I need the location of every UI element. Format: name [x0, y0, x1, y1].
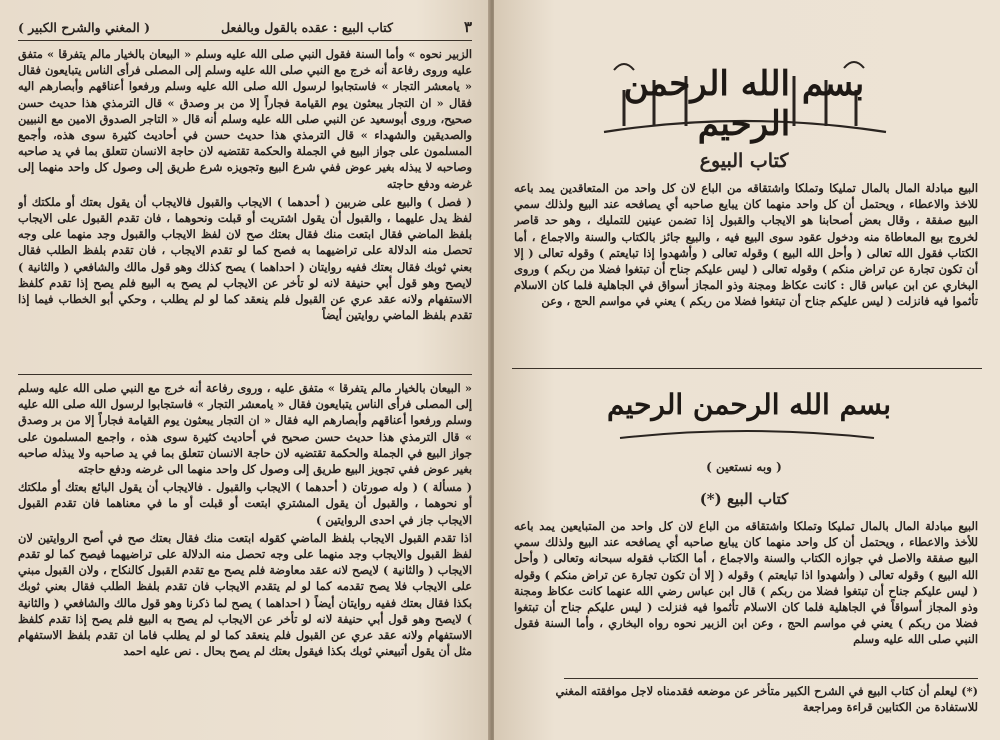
- running-header: [18, 16, 472, 38]
- main-text: [18, 380, 472, 730]
- main-paragraph: « البيعان بالخيار مالم يتفرقا » متفق عليه ، وروى رفاعة أنه خرج مع النبي صلى الله عليه وسلم إلى المصلى فرأى الناس يتبايعون فقال « يامعشر التجار » فاستجابوا لرسول الله صلى الله عليه وسلم ورفعوا أعناقهم وأبصارهم اليه فقال « ان التجار يبعثون يوم القيامة فجاراً إلا من بر وصدق » قال الترمذي هذا حديث حسن صحيح في أحاديث كثيرة سوى هذه ، واجمع المسلمون على جواز البيع في الجملة والحكمة تقتضيه لان حاجة الانسان تتعلق بما في يد صاحبه ولا يبذله صاحبه بغير عوض ففي تجويز البيع طريق إلى وصول كل واحد منهما الى غرضه ودفع حاجته: [18, 381, 472, 477]
- header-rule: [18, 40, 472, 41]
- section-divider: [18, 374, 472, 375]
- header-series-title: ( المغني والشرح الكبير ): [18, 19, 151, 35]
- page-number: ٣: [463, 18, 472, 36]
- top-commentary: [18, 46, 472, 368]
- mid-basmala: بسم الله الرحمن الرحيم: [607, 388, 891, 421]
- mid-subtitle: ( وبه نستعين ): [706, 460, 782, 474]
- top-text: البيع مبادلة المال بالمال تمليكا وتملكا واشتقاقه من الباع لان كل واحد من المتعاقدين يمد باعه للاخذ والاعطاء ، ويحتمل أن كل واحد منهما كان يبايع صاحبه أي يصافحه عند البيع ولذلك سمي البيع صفقة ، وقال بعض أصحابنا هو الايجاب والقبول إذا تضمن عينين للتمليك ، وهو حد قاصر لخروج بيع المعاطاة منه ودخول عقود سوى البيع فيه ، والبيع جائز بالكتاب والسنة والاجماع ، أما الكتاب فقول الله تعالى ( وأحل الله البيع ) وقوله تعالى ( وأشهدوا إذا تبايعتم ) وقوله تعالى ( إلا أن تكون تجارة عن تراض منكم ) وقوله تعالى ( ليس عليكم جناح أن تبتغوا فضلا من ربكم ) وروى البخاري عن ابن عباس قال : كانت عكاظ ومجنة وذو المجاز أسواق في الجاهلية فلما كان الاسلام تأثموا فيه فانزلت ( ليس عليكم جناح أن تبتغوا فضلا من ربكم ) يعني في مواسم الحج ، وعن: [514, 181, 978, 309]
- mid-chapter-title: كتاب البيع (*): [699, 490, 789, 508]
- footnote-rule: [564, 678, 978, 679]
- main-paragraph: ( مسألة ) ( وله صورتان ( أحدهما ) الايجاب والقبول . فالايجاب أن يقول البائع بعتك أو ملكتك أو نحوهما ، والقبول أن يقول المشتري ابتعت أو قبلت أو ما في معناهما فان تقدم القبول الايجاب جاز في احدى الروايتين ): [18, 480, 472, 527]
- top-chapter-title: كتاب البيوع: [699, 150, 789, 172]
- commentary-paragraph: الزبير نحوه » وأما السنة فقول النبي صلى الله عليه وسلم « البيعان بالخيار مالم يتفرقا » متفق عليه وروى رفاعة أنه خرج مع النبي صلى الله عليه وسلم إلى المصلى فرأى الناس يتبايعون فقال « يامعشر التجار » فاستجابوا لرسول الله صلى الله عليه وسلم ورفعوا أعناقهم وأبصارهم اليه فقال « ان التجار يبعثون يوم القيامة فجاراً إلا من بر وصدق » قال الترمذي هذا حديث حسن صحيح، وروى أبوسعيد عن النبي صلى الله عليه وسلم أنه قال « التاجر الصدوق الامين مع النبيين والصديقين والشهداء » قال الترمذي هذا حديث حسن في أحاديث كثيرة سوى هذه، وأجمع المسلمون على جواز البيع في الجملة والحكمة تقتضيه لان حاجة الانسان تتعلق بما في يد صاحبه وصاحبه لا يبذله بغير عوض ففي شرع البيع وتجويزه شرع طريق إلى وصول كل واحد منهما إلى غرضه ودفع حاجته: [18, 47, 472, 191]
- main-paragraph: اذا تقدم القبول الايجاب بلفظ الماضي كقوله ابتعت منك فقال بعتك صح في أصح الروايتين لان لفظ القبول والايجاب وجد منهما على وجه تحصل منه الدلالة على تراضيهما فيصح كما لو تقدم الايجاب ( والثانية ) لايصح لانه عقد معاوضة فلم يصح مع تقدم القبول كالنكاح ، ولان القبول مبني على الايجاب فلا يصح تقدمه كما لو لم يتقدم الايجاب فان تقدم بلفظ الطلب فقال بعني ثوبك بكذا فقال بعتك ففيه روايتان أيضاً ( احداهما ) يصح لما ذكرنا وهو قول مالك والشافعي ( والثانية ) لايصح وهو قول أبي حنيفة لانه لو تأخر عن الايجاب لم يصح به البيع فلم يصح إذا تقدم كلفظ الاستفهام ولانه عقد عري عن القبول فلم ينعقد كما لو لم يطلب فاما ان تقدم بلفظ الاستفهام مثل أن يقول أتبيعني ثوبك بكذا فيقول بعتك لم يصح بحال . نص عليه احمد: [18, 530, 472, 659]
- top-basmala: بسم الله الرحمن الرحيم: [623, 64, 865, 144]
- commentary-paragraph: ( فصل ) والبيع على ضربين ( أحدهما ) الايجاب والقبول فالايجاب أن يقول بعتك أو ملكتك أو لفظ يدل عليهما ، والقبول أن يقول اشتريت أو قبلت ونحوهما ، فان تقدم القبول على الايجاب بلفظ الماضي فقال ابتعت منك فقال بعتك صح لان لفظ الايجاب والقبول وجد منهما على وجه تحصل منه الدلالة على تراضيهما به فصح كما لو تقدم الايجاب ، فان تقدم بلفظ الطلب فقال بعني ثوبك فقال بعتك ففيه روايتان ( احداهما ) يصح كذلك وهو قول مالك والشافعي ( والثانية ) لايصح وهو قول أبي حنيفة لانه لو تأخر عن الايجاب لم يصح به البيع فلم يصح إذا تقدم كلفظ الاستفهام ولانه عقد عري عن القبول فلم ينعقد كما لو لم يطلب ، وحكي أبو الخطاب فيما إذا تقدم بلفظ الماضي روايتين أيضاً: [18, 194, 472, 323]
- section-divider: [512, 368, 982, 369]
- right-page: [494, 0, 1000, 740]
- left-page: [0, 0, 490, 740]
- main-text: البيع مبادلة المال بالمال تمليكا وتملكا واشتقاقه من الباع لان كل واحد من المتبايعين يمد باعه للأخذ والاعطاء ، ويحتمل أن كل واحد منهما كان يبايع صاحبه أي يصافحه عند البيع ولذلك سمي البيع صفقة والاصل في جوازه الكتاب والسنة والاجماع ، أما الكتاب فقوله سبحانه وتعالى ( وأحل الله البيع ) وقوله تعالى ( وأشهدوا اذا تبايعتم ) وقوله ( إلا أن تكون تجارة عن تراض منكم ) وقوله ( ليس عليكم جناح أن تبتغوا فضلا من ربكم ) قال ابن عباس رضي الله عنهما كانت عكاظ ومجنة وذو المجاز أسواقاً في الجاهلية فلما كان الاسلام تأثموا فيه فنزلت ( ليس عليكم جناح أن تبتغوا فضلا من ربكم ) يعني في مواسم الحج ، وعن ابن الزبير نحوه رواه البخاري ، وأما السنة فقول النبي صلى الله عليه وسلم: [514, 519, 978, 647]
- footnote: (*) ليعلم أن كتاب البيع في الشرح الكبير متأخر عن موضعه فقدمناه لاجل موافقته المغني للاستفادة من الكتابين قراءة ومراجعة: [555, 684, 978, 714]
- header-book-title: كتاب البيع : عقده بالقول وبالفعل: [221, 19, 393, 35]
